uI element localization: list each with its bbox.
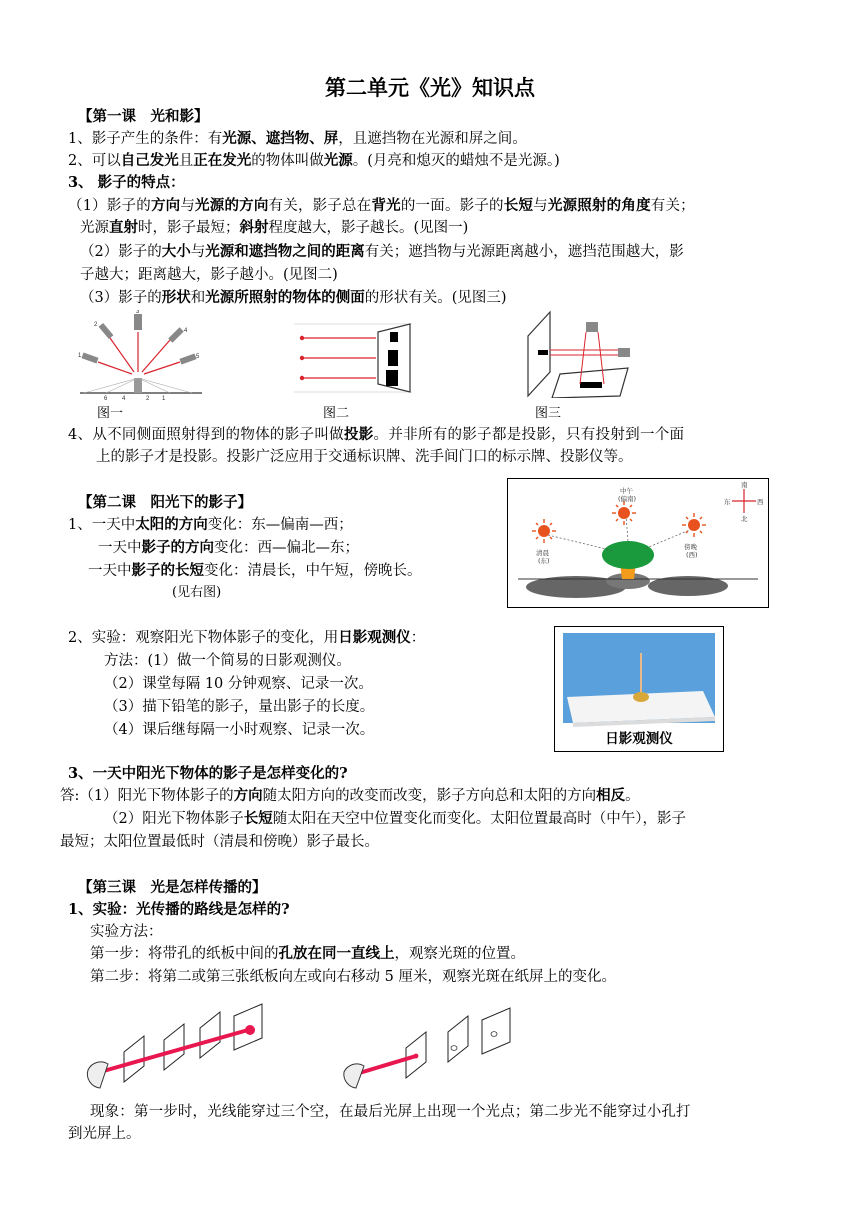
lesson1-line3: 3、 影子的特点：	[68, 174, 185, 191]
lesson3-step1: 第一步：将带孔的纸板中间的孔放在同一直线上，观察光斑的位置。	[90, 945, 525, 962]
sun-morning	[532, 519, 556, 543]
flashlight	[87, 1062, 108, 1088]
figure1-caption: 图一	[97, 406, 124, 421]
tree-crown	[602, 541, 654, 569]
side-light	[618, 348, 630, 357]
svg-text:清晨: 清晨	[536, 549, 549, 557]
lesson2-line3: 一天中影子的长短变化：清晨长，中午短，傍晚长。	[88, 562, 422, 579]
lesson2-question3: 3、一天中阳光下物体的影子是怎样变化的?	[68, 765, 348, 782]
lesson2-answer2a: （2）阳光下物体影子长短随太阳在天空中位置变化而变化。太阳位置最高时（中午），影子	[104, 810, 686, 827]
figure3-shape	[520, 310, 632, 398]
svg-text:(偏南): (偏南)	[618, 495, 637, 503]
lesson3-phenomenon1: 现象：第一步时，光线能穿过三个空，在最后光屏上出现一个光点；第二步光不能穿过小孔打	[90, 1104, 691, 1120]
lesson2-method1: 方法：(1）做一个简易的日影观测仪。	[104, 653, 351, 669]
lesson2-experiment-title: 2、实验：观察阳光下物体影子的变化，用日影观测仪：	[68, 629, 426, 646]
figure3-caption: 图三	[535, 406, 562, 421]
lesson2-method2: （2）课堂每隔 10 分钟观察、记录一次。	[104, 676, 373, 692]
lesson1-line4a: 4、从不同侧面照射得到的物体的影子叫做投影。并非所有的影子都是投影，只有投射到一个面	[68, 426, 685, 443]
flashlight	[344, 1064, 364, 1088]
svg-text:西: 西	[757, 498, 764, 506]
lesson2-heading: 【第二课 阳光下的影子】	[78, 495, 252, 511]
object-post	[134, 378, 142, 393]
lesson3-line1: 1、实验：光传播的路线是怎样的?	[68, 901, 290, 918]
svg-text:6: 6	[104, 396, 108, 402]
svg-text:傍晚: 傍晚	[684, 543, 697, 551]
svg-text:2: 2	[94, 322, 98, 328]
sun-noon	[612, 501, 636, 525]
sun-evening	[682, 513, 706, 537]
lesson2-see-right: (见右图)	[172, 585, 222, 600]
svg-text:4: 4	[184, 328, 188, 334]
svg-text:4: 4	[122, 396, 126, 402]
lesson1-line2: 2、可以自己发光且正在发光的物体叫做光源。(月亮和熄灭的蜡烛不是光源。)	[68, 152, 560, 169]
lesson1-point1a: （1）影子的方向与光源的方向有关，影子总在背光的一面。影子的长短与光源照射的角度有关；	[68, 197, 695, 214]
svg-text:3: 3	[136, 310, 140, 315]
page-title: 第二单元《光》知识点	[325, 76, 535, 100]
lesson2-answer1: 答:（1）阳光下物体影子的方向随太阳方向的改变而改变，影子方向总和太阳的方向相反。	[60, 787, 640, 804]
lesson1-line4b: 上的影子才是投影。投影广泛应用于交通标识牌、洗手间门口的标示牌、投影仪等。	[96, 449, 633, 465]
lesson1-line1: 1、影子产生的条件：有光源、遮挡物、屏，且遮挡物在光源和屏之间。	[68, 130, 527, 147]
figure-step1-aligned	[82, 1000, 282, 1090]
sundial-device-figure	[554, 626, 724, 752]
compass	[732, 489, 756, 513]
svg-text:东: 东	[724, 498, 731, 506]
svg-text:北: 北	[741, 515, 748, 523]
lesson1-point2b: 子越大；距离越大，影子越小。(见图二)	[80, 267, 338, 283]
light-sources	[81, 314, 196, 365]
svg-text:中午: 中午	[620, 487, 633, 495]
clay-base	[633, 692, 649, 702]
top-light	[586, 322, 598, 332]
lesson3-phenomenon2: 到光屏上。	[68, 1126, 141, 1142]
svg-text:2: 2	[146, 396, 150, 402]
svg-text:1: 1	[162, 396, 166, 402]
light-spot	[245, 1025, 255, 1035]
lesson3-heading: 【第三课 光是怎样传播的】	[78, 880, 267, 896]
lesson3-line2: 实验方法：	[90, 924, 163, 940]
figure1-light-angles	[76, 310, 206, 402]
lesson2-answer2b: 最短；太阳位置最低时（清晨和傍晚）影子最长。	[60, 834, 379, 850]
svg-text:5: 5	[196, 354, 200, 360]
lesson2-method4: （4）课后继每隔一小时观察、记录一次。	[104, 722, 375, 738]
lesson2-method3: （3）描下铅笔的影子，量出影子的长度。	[104, 699, 375, 715]
figure2-distance	[292, 322, 414, 394]
svg-text:(西): (西)	[686, 551, 698, 559]
figure2-caption: 图二	[323, 406, 350, 421]
sun-path-diagram	[507, 478, 769, 608]
lesson2-line2: 一天中影子的方向变化：西—偏北—东；	[98, 539, 359, 556]
lesson1-point3: （3）影子的形状和光源所照射的物体的侧面的形状有关。(见图三)	[80, 289, 507, 306]
svg-text:南: 南	[741, 481, 748, 489]
lesson1-point1b: 光源直射时，影子最短；斜射程度越大，影子越长。(见图一)	[80, 219, 469, 236]
lesson3-step2: 第二步：将第二或第三张纸板向左或向右移动 5 厘米，观察光斑在纸屏上的变化。	[90, 969, 616, 985]
sundial-caption: 日影观测仪	[605, 731, 673, 747]
lesson1-point2a: （2）影子的大小与光源和遮挡物之间的距离有关；遮挡物与光源距离越小，遮挡范围越大，影	[80, 243, 684, 260]
lesson2-line1: 1、一天中太阳的方向变化：东—偏南—西；	[68, 516, 353, 533]
svg-text:1: 1	[78, 353, 82, 359]
figure-step2-shifted	[336, 1004, 526, 1090]
svg-text:(东): (东)	[538, 557, 550, 565]
lesson1-heading: 【第一课 光和影】	[78, 109, 209, 125]
